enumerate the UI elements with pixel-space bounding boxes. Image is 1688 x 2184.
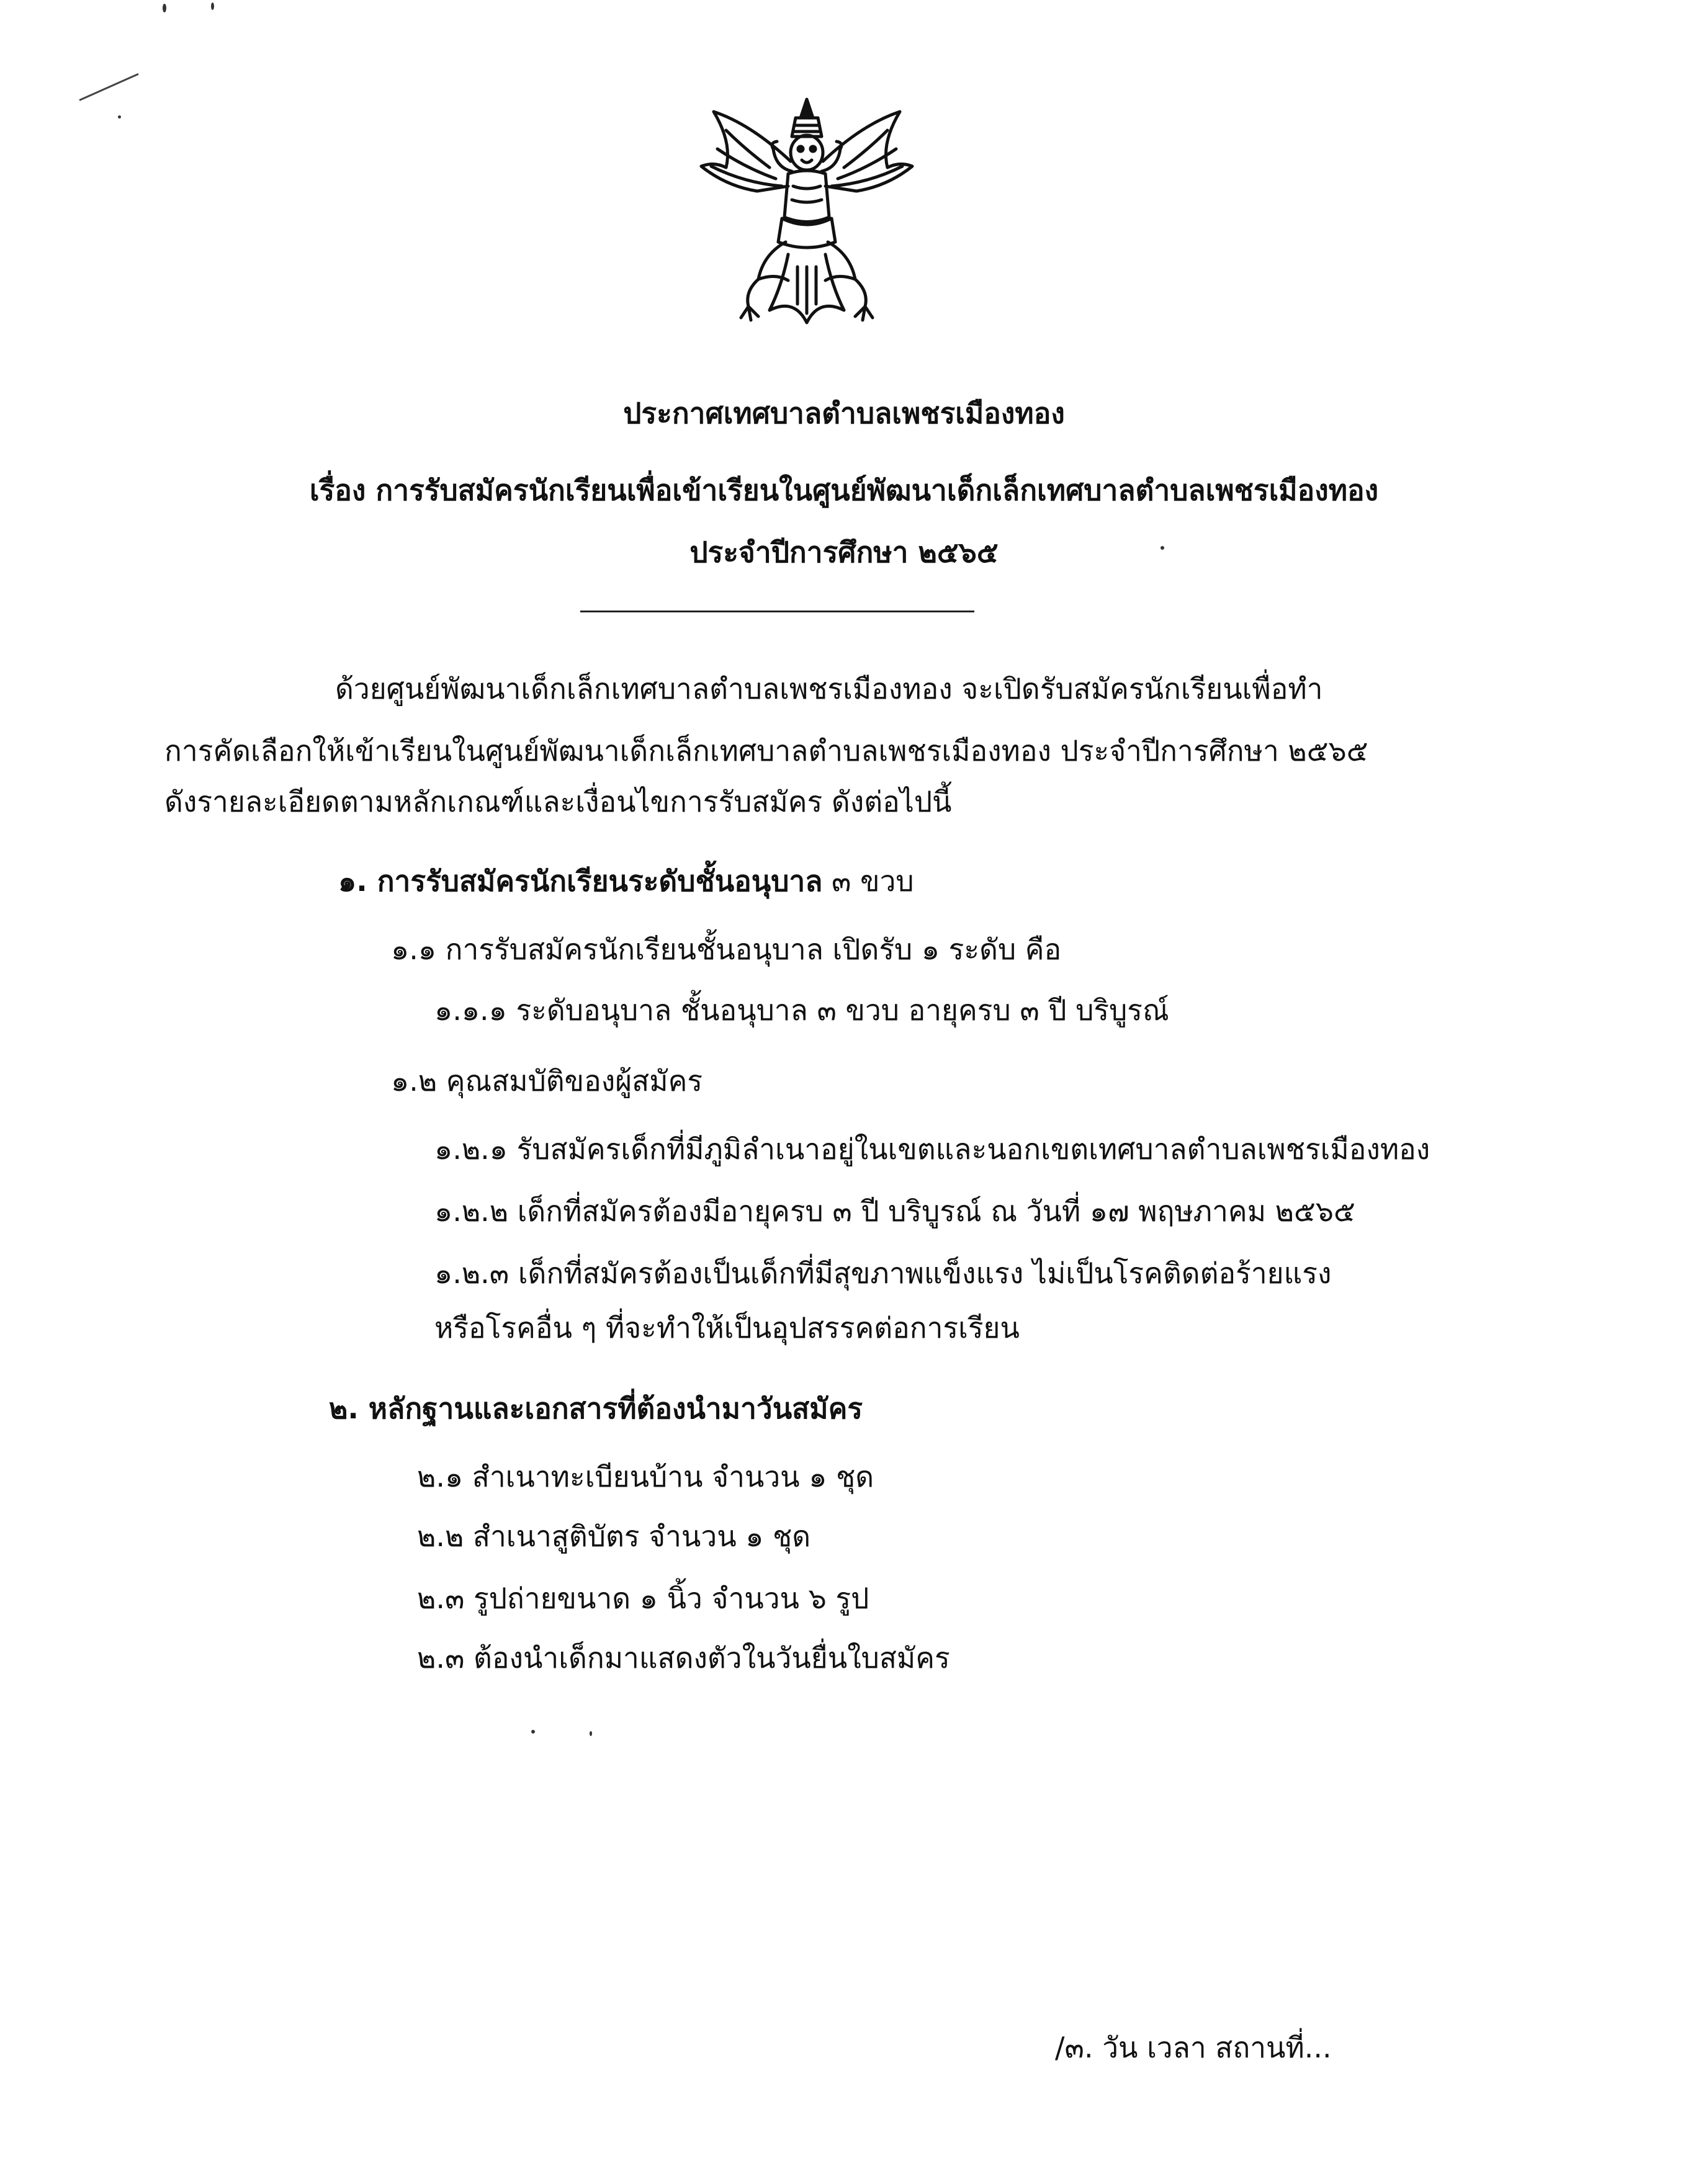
item-2-3: ๒.๓ รูปถ่ายขนาด ๑ นิ้ว จำนวน ๖ รูป bbox=[417, 1582, 869, 1615]
item-1-2-3: ๑.๒.๓ เด็กที่สมัครต้องเป็นเด็กที่มีสุขภาพแข็งแรง ไม่เป็นโรคติดต่อร้ายแรง bbox=[434, 1256, 1332, 1290]
section-2-heading: ๒. หลักฐานและเอกสารที่ต้องนำมาวันสมัคร bbox=[329, 1392, 863, 1425]
item-1-1: ๑.๑ การรับสมัครนักเรียนชั้นอนุบาล เปิดรับ ๑ ระดับ คือ bbox=[391, 933, 1062, 966]
announcement-subject: เรื่อง การรับสมัครนักเรียนเพื่อเข้าเรียนในศูนย์พัฒนาเด็กเล็กเทศบาลตำบลเพชรเมืองทอง bbox=[309, 473, 1379, 507]
scan-speck bbox=[118, 115, 121, 119]
garuda-emblem-icon bbox=[689, 87, 925, 335]
item-2-2: ๒.๒ สำเนาสูติบัตร จำนวน ๑ ชุด bbox=[417, 1519, 811, 1553]
header-divider bbox=[580, 611, 974, 612]
item-1-1-1: ๑.๑.๑ ระดับอนุบาล ชั้นอนุบาล ๓ ขวบ อายุครบ ๓ ปี บริบูรณ์ bbox=[434, 993, 1169, 1027]
item-1-2-3-continuation: หรือโรคอื่น ๆ ที่จะทำให้เป็นอุปสรรคต่อการเรียน bbox=[434, 1311, 1020, 1345]
item-2-4: ๒.๓ ต้องนำเด็กมาแสดงตัวในวันยื่นใบสมัคร bbox=[417, 1641, 950, 1675]
scan-speck bbox=[590, 1731, 592, 1736]
continuation-note: /๓. วัน เวลา สถานที่... bbox=[1055, 2031, 1332, 2064]
scan-speck bbox=[531, 1730, 535, 1734]
intro-line-3: ดังรายละเอียดตามหลักเกณฑ์และเงื่อนไขการรับสมัคร ดังต่อไปนี้ bbox=[164, 785, 952, 818]
scan-pen-mark bbox=[79, 73, 138, 101]
item-1-2: ๑.๒ คุณสมบัติของผู้สมัคร bbox=[391, 1064, 703, 1098]
section-1-heading-text: ๑. การรับสมัครนักเรียนระดับชั้นอนุบาล bbox=[338, 864, 823, 898]
item-1-2-2: ๑.๒.๒ เด็กที่สมัครต้องมีอายุครบ ๓ ปี บริบูรณ์ ณ วันที่ ๑๗ พฤษภาคม ๒๕๖๕ bbox=[434, 1194, 1355, 1228]
scan-speck bbox=[211, 2, 214, 10]
section-1-heading bbox=[338, 862, 914, 900]
section-1-heading-suffix: ๓ ขวบ bbox=[822, 864, 914, 898]
academic-year-line: ประจำปีการศึกษา ๒๕๖๕ bbox=[689, 535, 999, 569]
intro-line-1: ด้วยศูนย์พัฒนาเด็กเล็กเทศบาลตำบลเพชรเมืองทอง จะเปิดรับสมัครนักเรียนเพื่อทำ bbox=[335, 672, 1323, 705]
intro-line-2: การคัดเลือกให้เข้าเรียนในศูนย์พัฒนาเด็กเล็กเทศบาลตำบลเพชรเมืองทอง ประจำปีการศึกษา ๒๕๖๕ bbox=[164, 734, 1368, 768]
item-1-2-1: ๑.๒.๑ รับสมัครเด็กที่มีภูมิลำเนาอยู่ในเขตและนอกเขตเทศบาลตำบลเพชรเมืองทอง bbox=[434, 1132, 1430, 1166]
item-2-1: ๒.๑ สำเนาทะเบียนบ้าน จำนวน ๑ ชุด bbox=[417, 1460, 874, 1493]
announcement-title: ประกาศเทศบาลตำบลเพชรเมืองทอง bbox=[623, 396, 1065, 430]
scan-speck bbox=[163, 4, 166, 12]
